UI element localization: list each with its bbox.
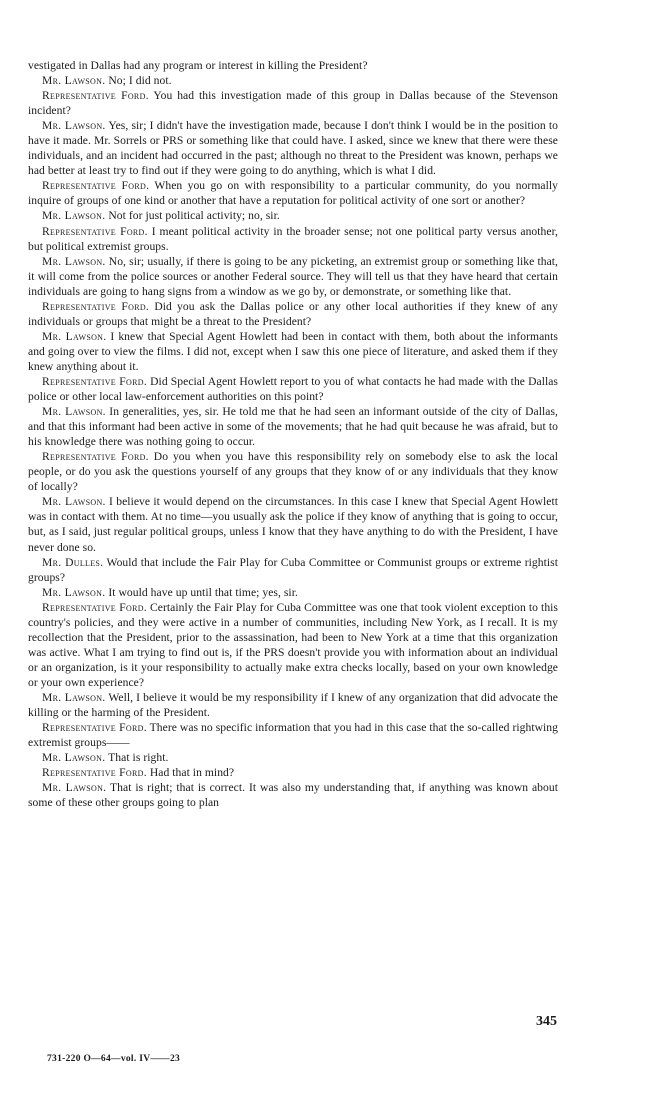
speaker-name: Mr. Lawson. <box>42 74 106 88</box>
paragraph-text: Yes, sir; I didn't have the investigation made, because I don't think I would be in the position to have it made. Mr. Sorrels or PRS or something like that could have. I asked, since we knew that there were these individuals, and an incident had occurred in the past; although no threat to the President was known, perhaps we had better at least try to find out if they were going to do anything, which is what I did. <box>28 119 558 178</box>
paragraph-text: In generalities, yes, sir. He told me that he had seen an informant outside of the city of Dallas, and that this informant had been active in some of the movements; that he had quit because he was afraid, but to his knowledge there was nothing going to occur. <box>28 405 558 449</box>
speaker-name: Representative Ford. <box>42 766 147 780</box>
speaker-name: Mr. Lawson. <box>42 119 106 133</box>
paragraph-text: Would that include the Fair Play for Cuba Committee or Communist groups or extreme rightist groups? <box>28 555 559 584</box>
paragraph-text: It would have up until that time; yes, sir. <box>105 585 298 599</box>
speaker-name: Representative Ford. <box>42 299 150 313</box>
paragraph-6 <box>28 224 558 254</box>
paragraph-text: No; I did not. <box>105 74 172 88</box>
paragraph-4 <box>28 178 558 208</box>
paragraph-18 <box>28 720 558 750</box>
paragraph-8 <box>28 299 558 329</box>
paragraph-11 <box>28 404 558 449</box>
paragraph-text: vestigated in Dallas had any program or interest in killing the President? <box>28 59 368 72</box>
paragraph-text: Did you ask the Dallas police or any other local authorities if they knew of any individuals or groups that might be a threat to the President? <box>28 299 558 328</box>
paragraph-21 <box>28 780 558 810</box>
paragraph-12 <box>28 449 558 494</box>
paragraph-text: You had this investigation made of this group in Dallas because of the Stevenson incident? <box>28 89 558 118</box>
speaker-name: Mr. Lawson. <box>42 690 106 704</box>
paragraph-19 <box>28 750 558 765</box>
paragraph-20 <box>28 765 558 780</box>
paragraph-17 <box>28 690 558 720</box>
speaker-name: Representative Ford. <box>42 450 149 464</box>
speaker-name: Representative Ford. <box>42 179 150 193</box>
paragraph-0 <box>28 58 558 73</box>
speaker-name: Representative Ford. <box>42 721 147 735</box>
paragraph-text: Not for just political activity; no, sir. <box>105 209 280 223</box>
paragraph-text: I meant political activity in the broader sense; not one political party versus another, but political extremist groups. <box>28 224 558 253</box>
speaker-name: Mr. Lawson. <box>42 209 106 223</box>
paragraph-5 <box>28 208 558 223</box>
speaker-name: Representative Ford. <box>42 224 148 238</box>
paragraph-text: Well, I believe it would be my responsibility if I knew of any organization that did advocate the killing or the harming of the President. <box>28 690 558 720</box>
page-number: 345 <box>536 1014 557 1029</box>
paragraph-2 <box>28 88 558 118</box>
paragraph-7 <box>28 254 558 299</box>
paragraph-14 <box>28 555 558 585</box>
paragraph-text: Did Special Agent Howlett report to you of what contacts he had made with the Dallas police or other local law-enforcement authorities on this point? <box>28 374 558 404</box>
paragraph-text: No, sir; usually, if there is going to be any picketing, an extremist group or something like that, it will come from the police sources or another Federal source. They will tell us that they have heard that certain individuals are going to hang signs from a window as we go by, or demonstrate, or something like that. <box>28 254 558 298</box>
paragraph-text: Had that in mind? <box>146 766 235 780</box>
paragraph-text: Do you when you have this responsibility rely on somebody else to ask the local people, or do you ask the questions yourself of any groups that they know of or any individuals that they know of locally? <box>28 450 558 494</box>
paragraph-text: That is right. <box>105 751 169 765</box>
speaker-name: Representative Ford. <box>42 89 149 103</box>
paragraph-text: There was no specific information that you had in this case that the so-called rightwing extremist groups—— <box>28 721 558 750</box>
paragraph-text: Certainly the Fair Play for Cuba Committee was one that took violent exception to this country's policies, and they were active in a number of communities, including New York, as I recall. It is my recollection that the President, prior to the assassination, had been to New York at a time that this organization was active. What I am trying to find out is, if the PRS doesn't provide you with information about an individual or an organization, is it your responsibility to actually make extra checks locally, based on your own knowledge or your own experience? <box>28 600 558 689</box>
paragraph-text: That is right; that is correct. It was also my understanding that, if anything was known about some of these other groups going to plan <box>28 781 558 810</box>
paragraph-9 <box>28 329 558 374</box>
speaker-name: Mr. Lawson. <box>42 495 106 509</box>
paragraph-text: I believe it would depend on the circumstances. In this case I knew that Special Agent Howlett was in contact with them. At no time—you usually ask the police if they know of anything that is going to occur, but, as I said, just regular political groups, unless I know that they have anything to do with the President, I have never done so. <box>28 495 558 554</box>
speaker-name: Representative Ford. <box>42 600 147 614</box>
speaker-name: Mr. Dulles. <box>42 555 104 569</box>
speaker-name: Mr. Lawson. <box>42 405 106 419</box>
paragraph-10 <box>28 374 558 404</box>
paragraph-13 <box>28 494 558 554</box>
speaker-name: Mr. Lawson. <box>42 585 106 599</box>
paragraph-text: I knew that Special Agent Howlett had been in contact with them, both about the informants and going over to view the films. I did not, except when I saw this one piece of literature, and asked them if they knew anything about it. <box>28 329 558 373</box>
testimony-body <box>28 58 558 810</box>
paragraph-15 <box>28 585 558 600</box>
speaker-name: Mr. Lawson. <box>42 254 106 268</box>
paragraph-16 <box>28 600 558 690</box>
speaker-name: Representative Ford. <box>42 374 148 388</box>
paragraph-3 <box>28 118 558 178</box>
paragraph-1 <box>28 73 558 88</box>
paragraph-text: When you go on with responsibility to a particular community, do you normally inquire of groups of one kind or another that have a reputation for political activity of one sort or another? <box>28 179 558 208</box>
printing-footer-code: 731-220 O—64—vol. IV——23 <box>47 1054 181 1064</box>
speaker-name: Mr. Lawson. <box>42 781 107 795</box>
speaker-name: Mr. Lawson. <box>42 751 106 765</box>
speaker-name: Mr. Lawson. <box>42 329 107 343</box>
